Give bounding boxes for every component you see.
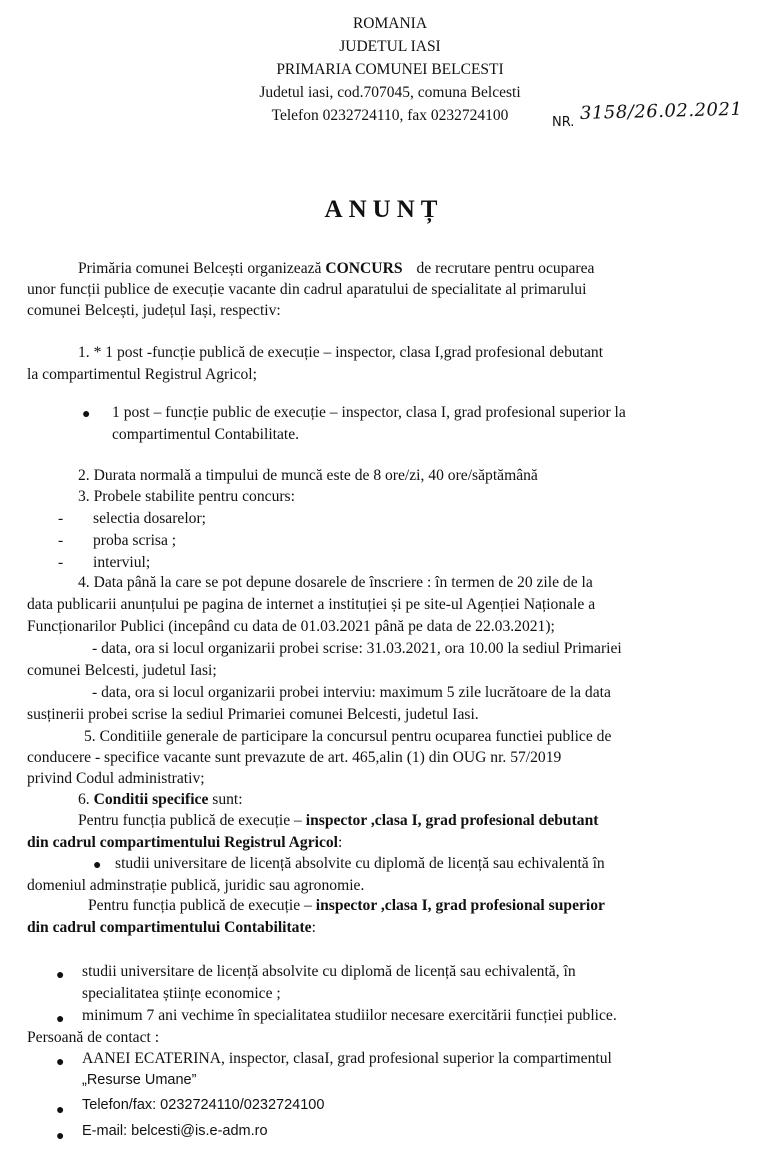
bullet-icon: ● xyxy=(82,407,91,422)
item-6-number: 6. xyxy=(78,791,94,808)
item-5-line-1: 5. Conditiile generale de participare la concursul pentru ocuparea functiei publice de xyxy=(84,728,612,745)
specific-b-colon: : xyxy=(311,919,316,936)
item-4-line-1: 4. Data până la care se pot depune dosarele de înscriere : în termen de 20 zile de la xyxy=(78,574,593,591)
specific-a-requirement-line-2: domeniul adminstrație publică, juridic sau agronomie. xyxy=(27,877,365,894)
test-item-2: proba scrisa ; xyxy=(93,532,177,549)
specific-a-line-2 xyxy=(27,832,342,853)
interview-line-1: - data, ora si locul organizarii probei interviu: maximum 5 zile lucrătoare de la data xyxy=(92,684,611,701)
specific-a-intro: Pentru funcția publică de execuție – xyxy=(78,812,306,829)
item-5-line-2: conducere - specifice vacante sunt prevazute de art. 465,alin (1) din OUG nr. 57/2019 xyxy=(27,749,562,766)
registration-number-handwritten: 3158/26.02.2021 xyxy=(579,98,743,124)
contact-person-line-2: „Resurse Umane” xyxy=(82,1072,197,1088)
bullet-icon: ● xyxy=(56,1055,65,1070)
specific-b-intro: Pentru funcția publică de execuție – xyxy=(88,897,316,914)
test-item-1: selectia dosarelor; xyxy=(93,510,207,527)
post-1-line-2: la compartimentul Registrul Agricol; xyxy=(27,366,257,383)
header-address: Judetul iasi, cod.707045, comuna Belcesti xyxy=(259,84,521,101)
intro-text-rest: de recrutare pentru ocuparea xyxy=(416,260,595,277)
post-2-line-2: compartimentul Contabilitate. xyxy=(112,426,300,443)
intro-concurs: CONCURS xyxy=(325,260,403,277)
bullet-icon: ● xyxy=(93,858,102,873)
item-3-tests: 3. Probele stabilite pentru concurs: xyxy=(78,488,295,505)
header-phone: Telefon 0232724110, fax 0232724100 xyxy=(271,107,509,124)
intro-text: Primăria comunei Belcești organizează xyxy=(78,260,326,277)
specific-b-requirement-2: minimum 7 ani vechime în specialitatea studiilor necesare exercitării funcției publice. xyxy=(82,1007,617,1024)
registration-label: NR. xyxy=(552,115,575,130)
item-6-heading xyxy=(78,789,243,810)
contact-email: E-mail: belcesti@is.e-adm.ro xyxy=(82,1123,268,1139)
specific-a-line-1 xyxy=(78,810,598,831)
specific-b-position: inspector ,clasa I, grad profesional superior xyxy=(315,897,605,914)
contact-phone: Telefon/fax: 0232724110/0232724100 xyxy=(82,1097,325,1113)
specific-b-department: din cadrul compartimentului Contabilitate xyxy=(27,919,312,936)
specific-b-line-1 xyxy=(88,895,605,916)
bullet-icon: ● xyxy=(56,1012,65,1027)
specific-a-requirement-line-1: studii universitare de licență absolvite cu diplomă de licență sau echivalentă în xyxy=(115,855,605,872)
intro-line-3: comunei Belcești, județul Iași, respectiv: xyxy=(27,302,281,319)
intro-line-2: unor funcții publice de execuție vacante din cadrul aparatului de specialitate al primarului xyxy=(27,281,587,298)
contact-person-line-1: AANEI ECATERINA, inspector, clasaI, grad profesional superior la compartimentul xyxy=(82,1050,612,1067)
item-2-work-hours: 2. Durata normală a timpului de muncă este de 8 ore/zi, 40 ore/săptămână xyxy=(78,467,538,484)
specific-b-requirement-1-line-2: specialitatea științe economice ; xyxy=(82,985,281,1002)
dash-icon: - xyxy=(58,532,64,549)
written-test-line-1: - data, ora si locul organizarii probei scrise: 31.03.2021, ora 10.00 la sediul Primariei xyxy=(92,640,622,657)
contact-label: Persoană de contact : xyxy=(27,1029,160,1046)
header-country: ROMANIA xyxy=(352,15,428,32)
document-title: ANUNȚ xyxy=(324,196,444,223)
post-1-line-1: 1. * 1 post -funcție publică de execuție – inspector, clasa I,grad profesional debutant xyxy=(78,344,604,361)
header-county: JUDETUL IASI xyxy=(339,38,441,55)
written-test-line-2: comunei Belcesti, judetul Iasi; xyxy=(27,662,217,679)
specific-a-colon: : xyxy=(338,834,343,851)
post-2-line-1: 1 post – funcție public de execuție – inspector, clasa I, grad profesional superior la xyxy=(112,404,626,421)
item-6-rest: sunt: xyxy=(208,791,243,808)
header-institution: PRIMARIA COMUNEI BELCESTI xyxy=(276,61,504,78)
item-6-bold: Conditii specifice xyxy=(93,791,209,808)
test-item-3: interviul; xyxy=(93,554,151,571)
dash-icon: - xyxy=(58,510,64,527)
institution-header xyxy=(200,12,580,127)
specific-a-department: din cadrul compartimentului Registrul Agricol xyxy=(27,834,338,851)
specific-a-position: inspector ,clasa I, grad profesional debutant xyxy=(305,812,599,829)
intro-line-1 xyxy=(78,258,594,279)
item-4-line-2: data publicarii anunțului pe pagina de internet a instituției și pe site-ul Agenției Naționale a xyxy=(27,596,596,613)
specific-b-requirement-1-line-1: studii universitare de licență absolvite cu diplomă de licență sau echivalentă, în xyxy=(82,963,576,980)
item-5-line-3: privind Codul administrativ; xyxy=(27,770,205,787)
item-4-line-3: Funcționarilor Publici (incepând cu data de 01.03.2021 până pe data de 22.03.2021); xyxy=(27,618,555,635)
bullet-icon: ● xyxy=(56,1129,65,1144)
interview-line-2: susținerii probei scrise la sediul Primariei comunei Belcesti, judetul Iasi. xyxy=(27,706,479,723)
dash-icon: - xyxy=(58,554,64,571)
specific-b-line-2 xyxy=(27,917,316,938)
bullet-icon: ● xyxy=(56,1103,65,1118)
bullet-icon: ● xyxy=(56,968,65,983)
